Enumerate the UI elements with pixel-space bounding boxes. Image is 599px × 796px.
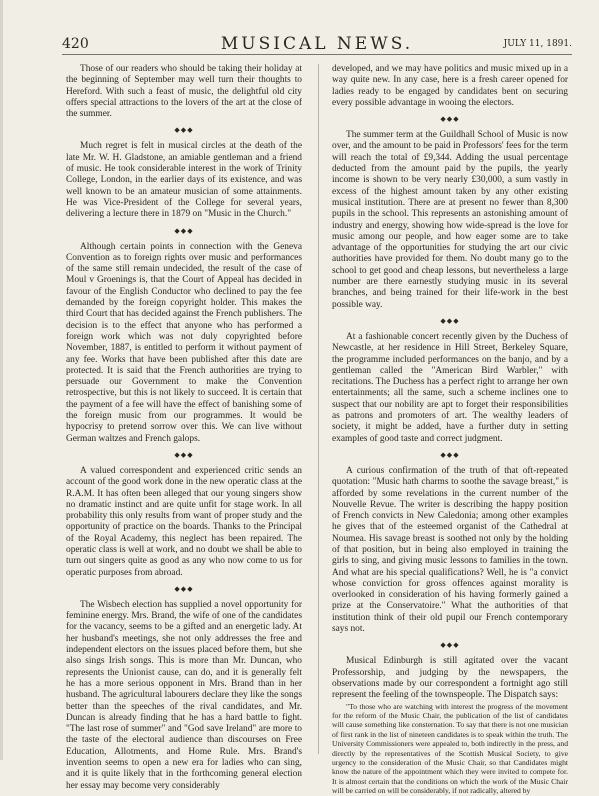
left-column <box>66 64 302 792</box>
issue-date: JULY 11, 1891. <box>503 39 572 49</box>
section-ornament: ◆◆◆ <box>440 450 460 459</box>
section-ornament: ◆◆◆ <box>174 450 194 459</box>
article-wisbech-election: The Wisbech election has supplied a novel opportunity for feminine energy. Mrs. Brand, the wife of one of the candidates for the vacancy, seems to be a gifted and an energetic lady. At her husband's meetings, she not only addresses the free and independent electors on the issues placed before them, but she also sings Irish songs. This is more than Mr. Duncan, who represents the Unionist cause, can do, and it is generally felt he has a more serious opponent in Mrs. Brand than in her husband. The agricultural labourers declare they like the songs better than the speeches of the rival candidates, and Mr. Duncan is already finding that he has a hard battle to fight. "The last rose of summer" and "God save Ireland" are more to the taste of the electoral audience than discourses on Free Education, Allotments, and Home Rule. Mrs. Brand's invention seems to open a new era for ladies who can sing, and it is quite likely that in the forthcoming general election her essay may become very considerably <box>66 599 302 791</box>
section-ornament: ◆◆◆ <box>174 226 194 235</box>
article-guildhall-school: The summer term at the Guildhall School of Music is now over, and the amount to be paid in Professors' fees for the term will reach the total of £9,344. Adding the usual percentage deducted from the amount paid by the pupils, the yearly income is shown to be very nearly £30,000, a sum vastly in excess of the highest amount taken by any other existing musical institution. There are at present no fewer than 8,300 pupils in the school. This represents an astonishing amount of industry and energy, showing how wide-spread is the love for music among our people, and how eager some are to take advantage of the opportunities for studying the art our civic authorities have provided for them. No doubt many go to the school to get good and cheap lessons, but nevertheless a large number are there earnestly studying music in its several branches, and being trained for their life-work in the best possible way. <box>332 130 568 310</box>
right-column <box>332 64 568 796</box>
section-ornament: ◆◆◆ <box>440 316 460 325</box>
article-wisbech-continued: developed, and we may have politics and music mixed up in a way quite new. In any case, here is a fresh career opened for ladies ready to be engaged by candidates bent on securing every possible advantage in wooing the electors. <box>332 64 568 108</box>
column-rule <box>318 64 319 754</box>
section-ornament: ◆◆◆ <box>174 584 194 593</box>
article-hereford: Those of our readers who should be taking their holiday at the beginning of September may well turn their thoughts to Hereford. With such a feast of music, the delightful old city offers special attractions to the lovers of the art at the close of the summer. <box>66 64 302 120</box>
section-ornament: ◆◆◆ <box>440 641 460 650</box>
publication-title: MUSICAL NEWS. <box>220 34 414 54</box>
article-operatic-class: A valued correspondent and experienced critic sends an account of the good work done in the new operatic class at the R.A.M. It has often been alleged that our young singers show no dramatic instinct and are quite unfit for stage work. In all probability this only results from want of proper study and the opportunity of practice on the boards. Thanks to the Principal of the Royal Academy, this neglect has been repaired. The operatic class is well at work, and no doubt we shall be able to turn out singers quite as good as any who now come to us for operatic purposes from abroad. <box>66 465 302 578</box>
article-duchess-concert: At a fashionable concert recently given by the Duchess of Newcastle, at her residence in Hill Street, Berkeley Square, the programme included performances on the banjo, and by a gentleman called the "American Bird Warbler," with recitations. The Duchess has a perfect right to arrange her own entertainments; all the same, such a scheme inclines one to suspect that our nobility are apt to forget their responsibilities as patrons and promoters of art. The wealthy leaders of society, it might be added, have a further duty in setting examples of good taste and correct judgment. <box>332 331 568 444</box>
article-edinburgh-professorship: Musical Edinburgh is still agitated over the vacant Professorship, and judging by the newspapers, the observations made by our correspondent a fortnight ago still represent the feeling of the townspeople. The Dispatch says: <box>332 656 568 701</box>
section-ornament: ◆◆◆ <box>174 126 194 135</box>
page-number: 420 <box>62 36 89 52</box>
page-edge <box>0 0 3 760</box>
article-geneva-convention: Although certain points in connection with the Geneva Convention as to foreign rights over music and performances of the same still remain undecided, the result of the case of Moul v Groenings is, that the Court of Appeal has decided in favour of the English Conductor who declined to pay the fee demanded by the foreign copyright holder. This makes the third Court that has decided against the French publishers. The decision is to the effect that anyone who has performed a foreign work which was not duly copyrighted before November, 1887, is entitled to perform it without payment of any fee. Works that have been published after this date are protected. It is said that the French authorities are trying to persuade our Government to make the Convention retrospective, but this is not likely to succeed. It is certain that the payment of a fee will have the effect of banishing some of the foreign music from our programmes. It would be hypocrisy to pretend sorrow over this. We can live without German waltzes and French galops. <box>66 241 302 444</box>
section-ornament: ◆◆◆ <box>440 115 460 124</box>
article-gladstone: Much regret is felt in musical circles at the death of the late Mr. W. H. Gladstone, an amiable gentleman and a friend of music. He took considerable interest in the work of Trinity College, London, in the earlier days of its existence, and was well known to be an amateur musician of some attainments. He was Vice-President of the College for several years, delivering a lecture there in 1879 on "Music in the Church." <box>66 141 302 220</box>
article-noumea-organist: A curious confirmation of the truth of that oft-repeated quotation: "Music hath charms to soothe the savage breast," is afforded by some revelations in the current number of the Nouvelle Revue. The writer is describing the happy position of French convicts in New Caledonia; among other examples he gives that of the esteemed organist of the Cathedral at Noumea. His savage breast is soothed not only by the holding of that position, but in being also employed in training the girls to sing, and giving music lessons to families in the town. And what are his special qualifications? Well, he is "a convict whose conviction for gross offences against morality is overlooked in consideration of his having formerly gained a prize at the Conservatoire." What the authorities of that institution think of their old pupil our French contemporary says not. <box>332 465 568 635</box>
dispatch-quotation: "To those who are watching with interest the progress of the movement for the reform of the Music Chair, the publication of the list of candidates will cause something like consternation. To say that there is not one musician of first rank in the list of nineteen candidates is to speak within the truth. The University Commissioners were appealed to, both indirectly in the press, and directly by the representatives of the Scottish Musical Society, to give urgency to the consideration of the Music Chair, so that Candidates might know the nature of the appointment which they were invited to compete for. It is almost certain that the conditions on which the work of the Music Chair will be carried on will be considerably, if not radically, altered by <box>332 701 568 796</box>
running-header <box>62 34 572 55</box>
